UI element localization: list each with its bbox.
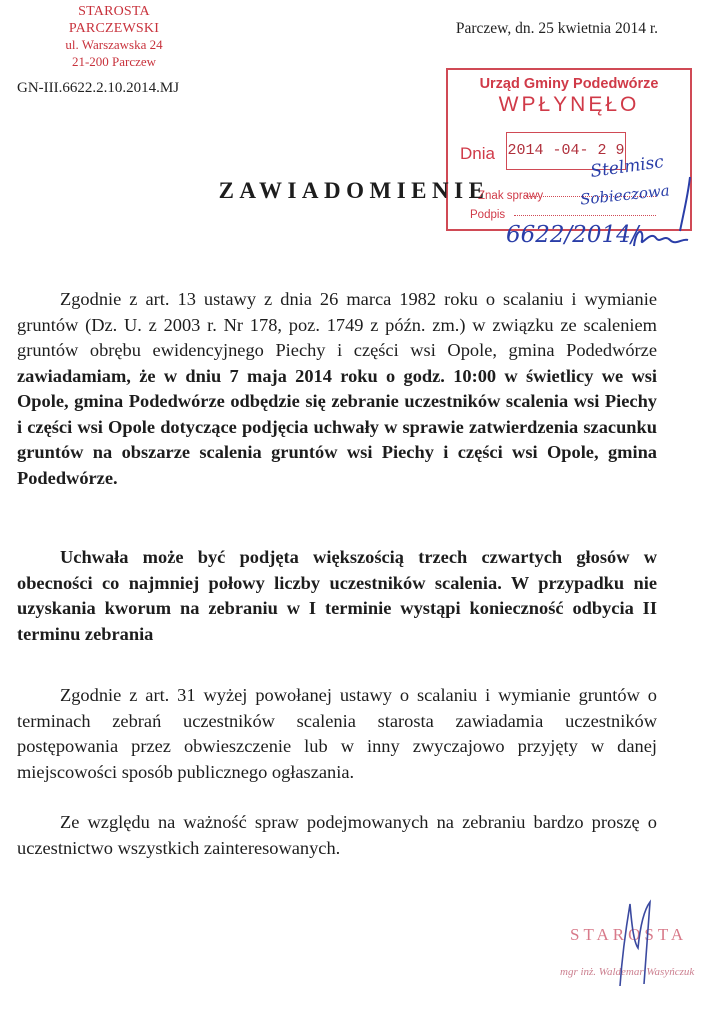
handwritten-signature-note: Sobieczowa: [579, 181, 671, 209]
issuer-stamp-line2: ul. Warszawska 24: [65, 37, 163, 52]
paragraph-quorum-text: Uchwała może być podjęta większością trzech czwartych głosów w obecności co najmniej połowy liczby uczestników scalenia. W przypadku nie uzyskania kworum na zebraniu w I terminie wystąpi konieczność odbycia II terminu zebrania: [17, 547, 657, 644]
paragraph-announcement: [17, 683, 657, 785]
handwritten-signature: [600, 898, 660, 988]
received-stamp-date-label: Dnia: [460, 144, 495, 163]
signature-stamp-name: mgr inż. Waldemar Wasyńczuk: [560, 966, 695, 978]
received-stamp-status: WPŁYNĘŁO: [498, 93, 640, 116]
received-stamp-signature-line: [514, 215, 656, 216]
handwritten-file-number: 6622/2014/: [506, 222, 639, 248]
received-stamp-date: 2014 -04- 2 9: [506, 132, 626, 170]
paragraph-request-text: Ze względu na ważność spraw podejmowanych na zebraniu bardzo proszę o uczestnictwo wszystkich zainteresowanych.: [17, 812, 657, 858]
issuer-stamp-line3: 21-200 Parczew: [71, 53, 157, 69]
paragraph-legal-basis: [17, 287, 657, 491]
place-date: Parczew, dn. 25 kwietnia 2014 r.: [455, 20, 658, 37]
paragraph-quorum: [17, 545, 657, 647]
paragraph-request: [17, 810, 657, 861]
issuer-stamp-line1: STAROSTA PARCZEWSKI: [68, 4, 160, 36]
signature-stamp-title: STAROSTA: [570, 925, 688, 944]
document-title: ZAWIADOMIENIE: [218, 178, 490, 203]
paragraph-legal-basis-regular: Zgodnie z art. 13 ustawy z dnia 26 marca 1982 roku o scalaniu i wymianie gruntów (Dz. U. z 2003 r. Nr 178, poz. 1749 z późn. zm.) w związku ze scaleniem gruntów obrębu ewidencyjnego Piechy i części wsi Opole, gmina Podedwórze: [17, 289, 657, 360]
received-stamp-office: Urząd Gminy Podedwórze: [479, 76, 659, 92]
paragraph-legal-basis-notice: zawiadamiam, że w dniu 7 maja 2014 roku o godz. 10:00 w świetlicy we wsi Opole, gmina Podedwórze odbędzie się zebranie uczestników scalenia wsi Piechy i części wsi Opole dotyczące podjęcia uchwały w sprawie zatwierdzenia szacunku gruntów na obszarze scalenia gruntów wsi Piechy i części wsi Opole, gmina Podedwórze.: [17, 365, 657, 488]
handwritten-case-note: Stelmisc: [589, 151, 666, 182]
reference-number: GN-III.6622.2.10.2014.MJ: [17, 80, 180, 96]
received-stamp-signature-label: Podpis: [470, 209, 506, 221]
received-stamp-case-label: Znak sprawy: [478, 190, 544, 202]
paragraph-announcement-text: Zgodnie z art. 31 wyżej powołanej ustawy o scalaniu i wymianie gruntów o terminach zebrań uczestników scalenia starosta zawiadamia uczestników postępowania przez obwieszczenie lub w inny zwyczajowo przyjęty w danej miejscowości sposób publicznego ogłaszania.: [17, 685, 657, 782]
received-stamp: [446, 68, 692, 231]
issuer-stamp: [34, 4, 194, 70]
